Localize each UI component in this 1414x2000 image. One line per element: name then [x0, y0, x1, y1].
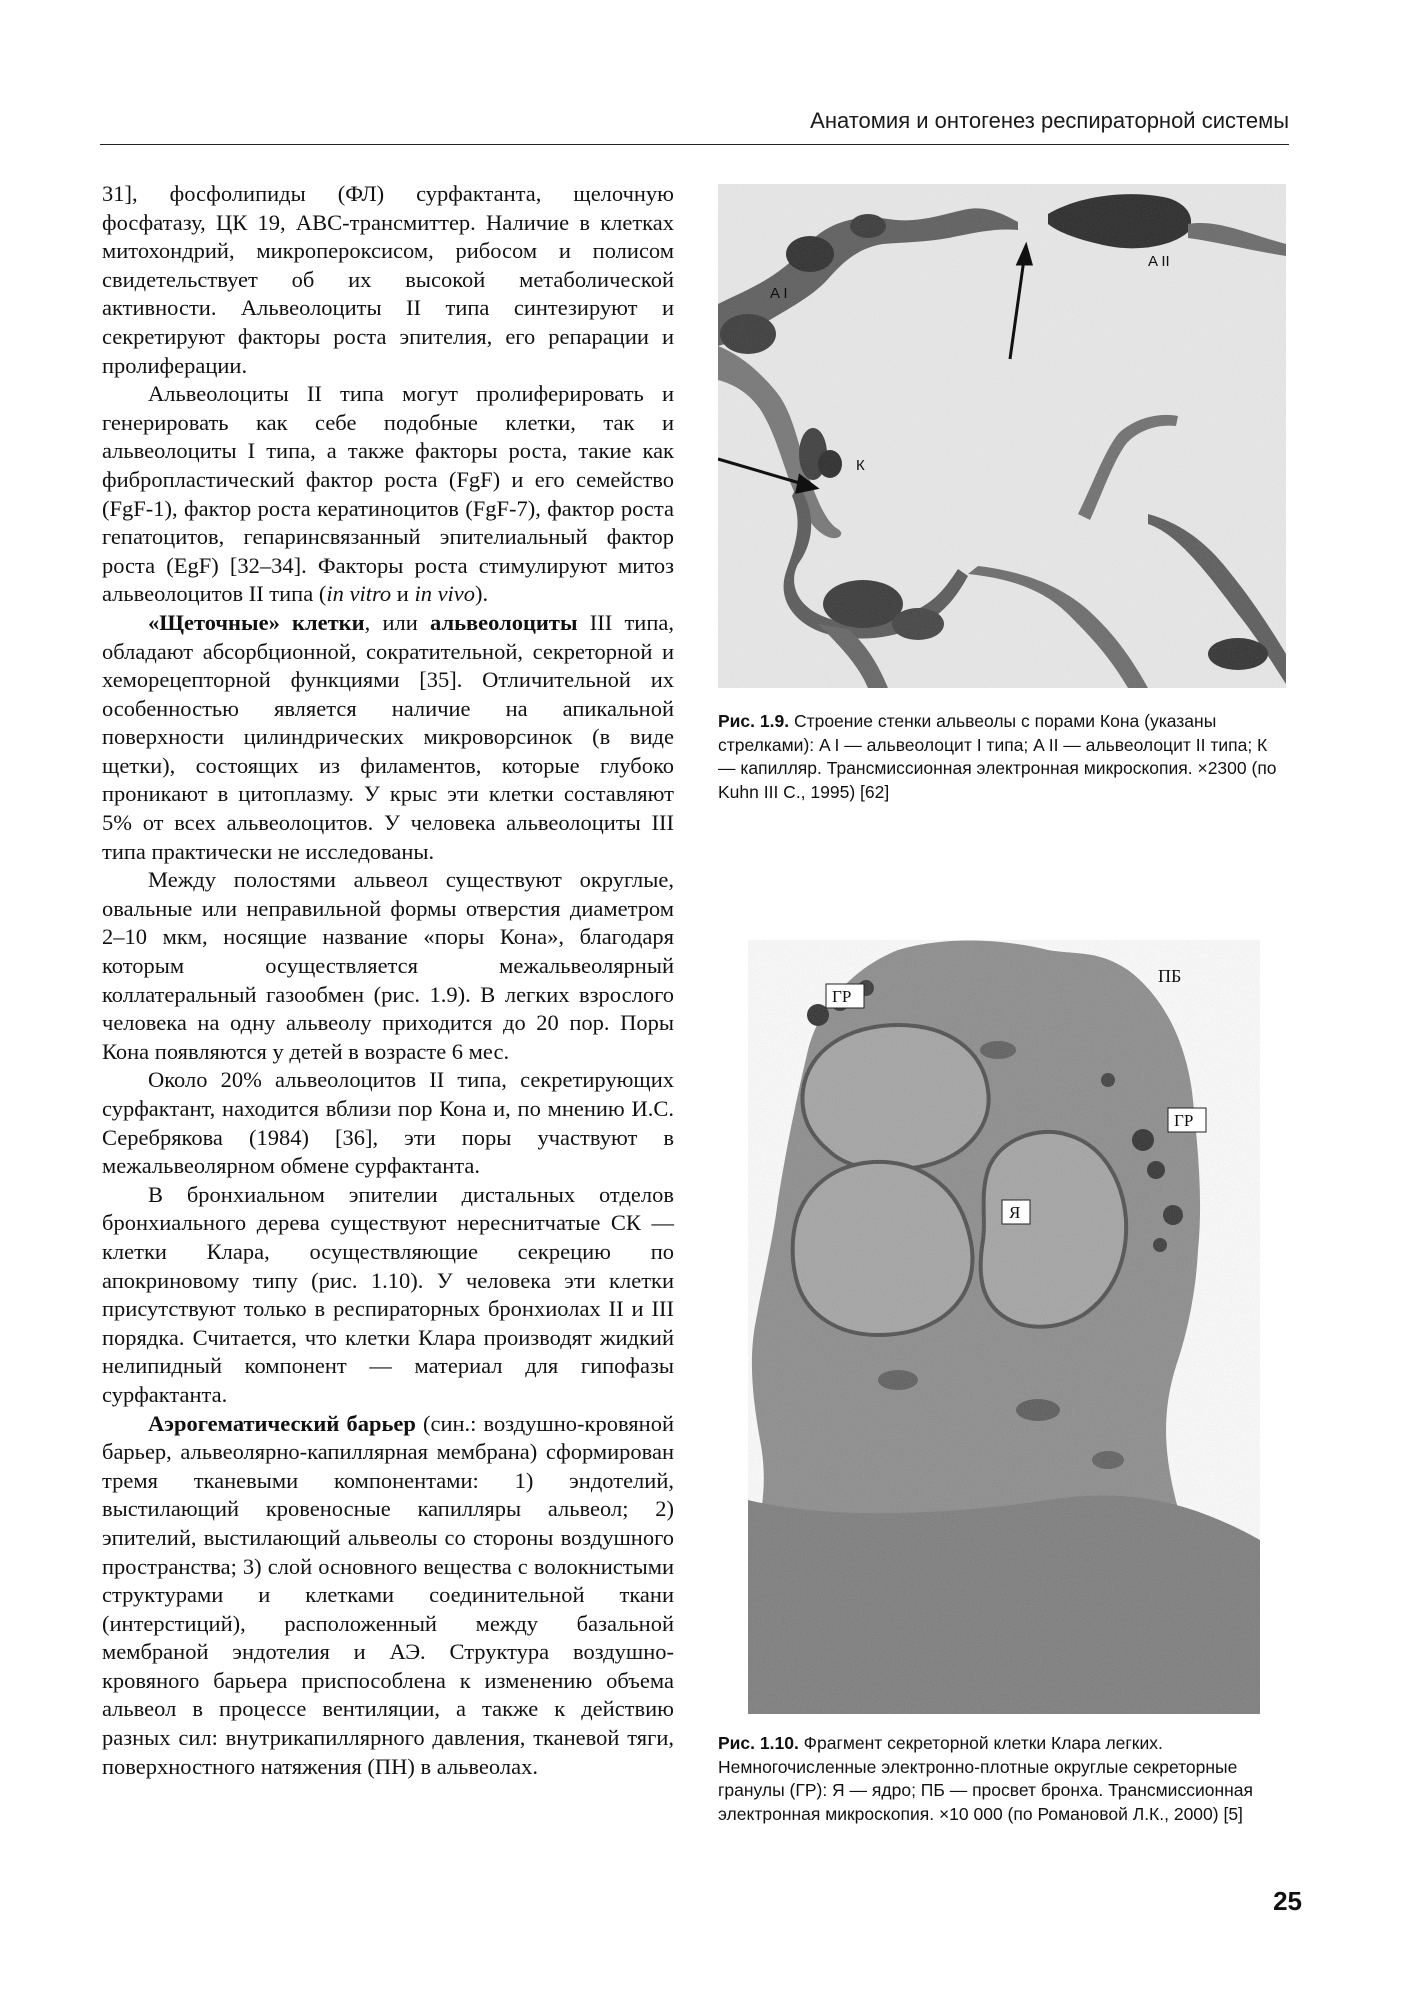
figure-1-10-caption-label: Рис. 1.10. — [718, 1733, 799, 1753]
paragraph-2-and: и — [391, 581, 415, 607]
figure-1-10-caption — [718, 1732, 1286, 1826]
label-ya: Я — [1009, 1203, 1021, 1222]
label-pb: ПБ — [1158, 966, 1182, 986]
figure-1-9-caption-text: Строение стенки альвеолы с порами Кона (указаны стрелками): A I — альвеолоцит I типа; A II — альвеолоцит II типа; К — капилляр. Трансмиссионная электронная микроскопия. ×2300 (по Kuhn III C., 1995) [62] — [718, 711, 1277, 802]
figure-1-9-grain — [718, 184, 1286, 688]
figure-1-10-caption-text: Фрагмент секреторной клетки Клара легких. Немногочисленные электронно-плотные округлые секреторные гранулы (ГР): Я — ядро; ПБ — просвет бронха. Трансмиссионная электронная микроскопия. ×10 000 (по Романовой Л.К., 2000) [5] — [718, 1733, 1254, 1824]
label-a-i: A I — [770, 285, 788, 302]
paragraph-4: Между полостями альвеол существуют округлые, овальные или неправильной формы отверстия диаметром 2–10 мкм, носящие название «поры Кона», благодаря которым осуществляется межальвеолярный коллатеральный газообмен (рис. 1.9). В легких взрослого человека на одну альвеолу приходится до 20 пор. Поры Кона появляются у детей в возрасте 6 мес. — [102, 867, 674, 1064]
paragraph-3-text: III типа, обладают абсорбционной, сократительной, секреторной и хеморецепторной функциями [35]. Отличительной их особенностью является наличие на апикальной поверхности цилиндрических микроворсинок (в виде щетки), состоящих из филаментов, которые глубоко проникают в цитоплазму. У крыс эти клетки составляют 5% от всех альвеолоцитов. У человека альвеолоциты III типа практически не исследованы. — [102, 609, 674, 864]
paragraph-3-or: , или — [364, 609, 431, 635]
paragraph-2 — [102, 380, 674, 609]
label-gr-1: ГР — [832, 987, 852, 1006]
main-text-column — [102, 180, 674, 1781]
figure-1-9-svg — [718, 184, 1286, 688]
figure-1-10-grain — [748, 940, 1260, 1714]
paragraph-7 — [102, 1410, 674, 1782]
paragraph-6: В бронхиальном эпителии дистальных отделов бронхиального дерева существуют нереснитчатые СК — клетки Клара, осуществляющие секрецию по апокриновому типу (рис. 1.10). У человека эти клетки присутствуют только в респираторных бронхиолах II и III порядка. Считается, что клетки Клара производят жидкий нелипидный компонент — материал для гипофазы сурфактанта. — [102, 1181, 674, 1407]
paragraph-2-in-vivo: in vivo — [414, 581, 476, 607]
paragraph-5: Около 20% альвеолоцитов II типа, секретирующих сурфактант, находится вблизи пор Кона и, по мнению И.С. Серебрякова (1984) [36], эти поры участвуют в межальвеолярном обмене сурфактанта. — [102, 1067, 674, 1179]
figure-1-10-micrograph — [748, 940, 1260, 1714]
running-header — [100, 108, 1289, 145]
paragraph-7-text: (син.: воздушно-кровяной барьер, альвеолярно-капиллярная мембрана) сформирован тремя тканевыми компонентами: 1) эндотелий, выстилающий кровеносные капилляры альвеол; 2) эпителий, выстилающий альвеолы со стороны воздушного пространства; 3) слой основного вещества с волокнистыми структурами и клетками соединительной ткани (интерстиций), расположенный между базальной мембраной эндотелия и АЭ. Структура воздушно-кровяного барьера приспособлена к изменению объема альвеол в процессе вентиляции, а также к действию разных сил: внутрикапиллярного давления, тканевой тяги, поверхностного натяжения (ПН) в альвеолах. — [102, 1410, 674, 1779]
paragraph-2-text: Альвеолоциты II типа могут пролиферировать и генерировать как себе подобные клетки, так и альвеолоциты I типа, а также факторы роста, такие как фибропластический фактор роста (FgF) и его семейство (FgF-1), фактор роста кератиноцитов (FgF-7), фактор роста гепатоцитов, гепаринсвязанный эпителиальный фактор роста (EgF) [32–34]. Факторы роста стимулируют митоз альвеолоцитов II типа ( — [102, 381, 674, 607]
figure-1-9-micrograph — [718, 184, 1286, 688]
paragraph-2-end: ). — [475, 581, 489, 607]
term-alveolocytes: альвеолоциты — [430, 609, 578, 635]
label-k: К — [856, 457, 865, 474]
term-air-blood-barrier: Аэрогематический барьер — [148, 1410, 416, 1436]
page-number: 25 — [1273, 1886, 1302, 1916]
paragraph-1: 31], фосфолипиды (ФЛ) сурфактанта, щелочную фосфатазу, ЦК 19, ABC-трансмиттер. Наличие в клетках митохондрий, микропероксисом, рибосом и полисом свидетельствует об их высокой метаболической активности. Альвеолоциты II типа синтезируют и секретируют факторы роста эпителия, его репарации и пролиферации. — [102, 181, 674, 378]
term-brush-cells: «Щеточные» клетки — [148, 609, 365, 635]
figure-1-9-caption-label: Рис. 1.9. — [718, 711, 790, 731]
paragraph-2-in-vitro: in vitro — [326, 581, 392, 607]
running-header-title: Анатомия и онтогенез респираторной системы — [810, 108, 1289, 133]
figure-1-9-caption — [718, 710, 1286, 804]
paragraph-3 — [102, 609, 674, 866]
figure-1-10-svg — [748, 940, 1260, 1714]
label-gr-2: ГР — [1174, 1111, 1194, 1130]
label-a-ii: A II — [1148, 253, 1170, 270]
